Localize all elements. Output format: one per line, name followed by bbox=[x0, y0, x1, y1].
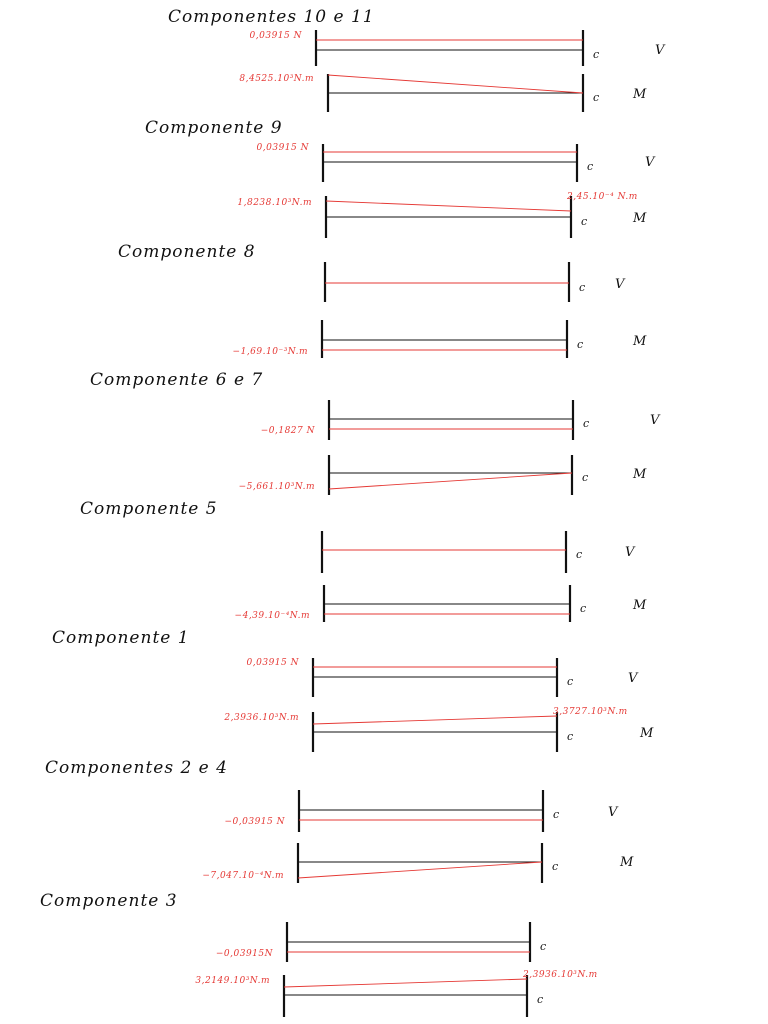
end-marker-label: c bbox=[552, 860, 559, 873]
shear-diagram bbox=[322, 531, 636, 573]
left-value-label: −0,03915N bbox=[215, 949, 273, 959]
component-section bbox=[118, 242, 647, 358]
left-value-label: 3,2149.10³N.m bbox=[195, 976, 270, 986]
end-marker-label: c bbox=[581, 215, 588, 228]
left-value-label: 0,03915 N bbox=[246, 658, 299, 668]
end-marker-label: c bbox=[553, 808, 560, 821]
end-marker-label: c bbox=[567, 730, 574, 743]
section-title: Componente 9 bbox=[145, 118, 283, 138]
left-value-label: −7,047.10⁻⁴N.m bbox=[202, 871, 284, 881]
shear-symbol: V bbox=[650, 413, 660, 428]
moment-symbol: M bbox=[633, 598, 647, 613]
shear-symbol: V bbox=[615, 277, 625, 292]
shear-symbol: V bbox=[655, 43, 665, 58]
end-marker-label: c bbox=[580, 602, 587, 615]
left-value-label: 2,3936.10³N.m bbox=[224, 713, 299, 723]
component-section bbox=[145, 118, 656, 238]
diagram-curve bbox=[328, 75, 583, 93]
diagram-curve bbox=[326, 201, 571, 211]
end-marker-label: c bbox=[593, 48, 600, 61]
moment-diagram bbox=[237, 192, 647, 238]
diagram-curve bbox=[298, 862, 542, 878]
end-marker-label: c bbox=[579, 281, 586, 294]
left-value-label: −0,03915 N bbox=[224, 817, 285, 827]
end-marker-label: c bbox=[593, 91, 600, 104]
moment-symbol: M bbox=[633, 87, 647, 102]
moment-diagram bbox=[235, 585, 647, 622]
section-title: Componente 3 bbox=[40, 891, 178, 911]
shear-diagram bbox=[247, 658, 639, 697]
component-section bbox=[168, 7, 666, 112]
left-value-label: −1,69.10⁻³N.m bbox=[232, 347, 308, 357]
moment-symbol: M bbox=[633, 334, 647, 349]
diagram-curve bbox=[284, 979, 527, 987]
right-value-label: 3,3727.10³N.m bbox=[553, 707, 628, 717]
end-marker-label: c bbox=[540, 940, 547, 953]
moment-diagram bbox=[233, 320, 647, 358]
component-section bbox=[52, 628, 654, 752]
shear-symbol: V bbox=[625, 545, 635, 560]
moment-diagram bbox=[239, 74, 647, 112]
end-marker-label: c bbox=[587, 160, 594, 173]
right-value-label: 2,45.10⁻⁴ N.m bbox=[567, 192, 638, 202]
moment-symbol: M bbox=[620, 855, 634, 870]
left-value-label: −4,39.10⁻⁴N.m bbox=[234, 611, 310, 621]
shear-symbol: V bbox=[608, 805, 618, 820]
left-value-label: 1,8238.10³N.m bbox=[237, 198, 312, 208]
section-title: Componente 1 bbox=[52, 628, 190, 648]
shear-diagram bbox=[261, 400, 661, 440]
right-value-label: 2,3936.10³N.m bbox=[523, 970, 598, 980]
shear-diagram bbox=[216, 922, 546, 962]
end-marker-label: c bbox=[583, 417, 590, 430]
shear-symbol: V bbox=[645, 155, 655, 170]
diagram-curve bbox=[313, 716, 557, 724]
component-section bbox=[40, 891, 598, 1017]
end-marker-label: c bbox=[537, 993, 544, 1006]
moment-diagram bbox=[195, 970, 597, 1017]
section-title: Componentes 10 e 11 bbox=[168, 7, 375, 27]
section-title: Componente 5 bbox=[80, 499, 218, 519]
section-title: Componente 6 e 7 bbox=[90, 370, 264, 390]
shear-diagram bbox=[250, 30, 666, 66]
left-value-label: −5,661.10³N.m bbox=[238, 482, 315, 492]
end-marker-label: c bbox=[577, 338, 584, 351]
moment-diagram bbox=[202, 843, 634, 883]
component-section bbox=[90, 370, 661, 495]
section-title: Componentes 2 e 4 bbox=[45, 758, 228, 778]
left-value-label: 0,03915 N bbox=[249, 31, 302, 41]
end-marker-label: c bbox=[582, 471, 589, 484]
moment-symbol: M bbox=[633, 211, 647, 226]
shear-diagram bbox=[325, 262, 626, 302]
end-marker-label: c bbox=[576, 548, 583, 561]
left-value-label: −0,1827 N bbox=[260, 426, 315, 436]
moment-symbol: M bbox=[640, 726, 654, 741]
left-value-label: 0,03915 N bbox=[256, 143, 309, 153]
left-value-label: 8,4525.10³N.m bbox=[239, 74, 314, 84]
component-section bbox=[45, 758, 634, 883]
end-marker-label: c bbox=[567, 675, 574, 688]
shear-symbol: V bbox=[628, 671, 638, 686]
component-section bbox=[80, 499, 647, 622]
shear-diagram bbox=[225, 790, 620, 832]
diagram-curve bbox=[329, 473, 572, 489]
moment-diagram bbox=[239, 455, 647, 495]
moment-diagram bbox=[223, 707, 654, 752]
section-title: Componente 8 bbox=[118, 242, 256, 262]
moment-symbol: M bbox=[633, 467, 647, 482]
shear-diagram bbox=[257, 143, 656, 182]
